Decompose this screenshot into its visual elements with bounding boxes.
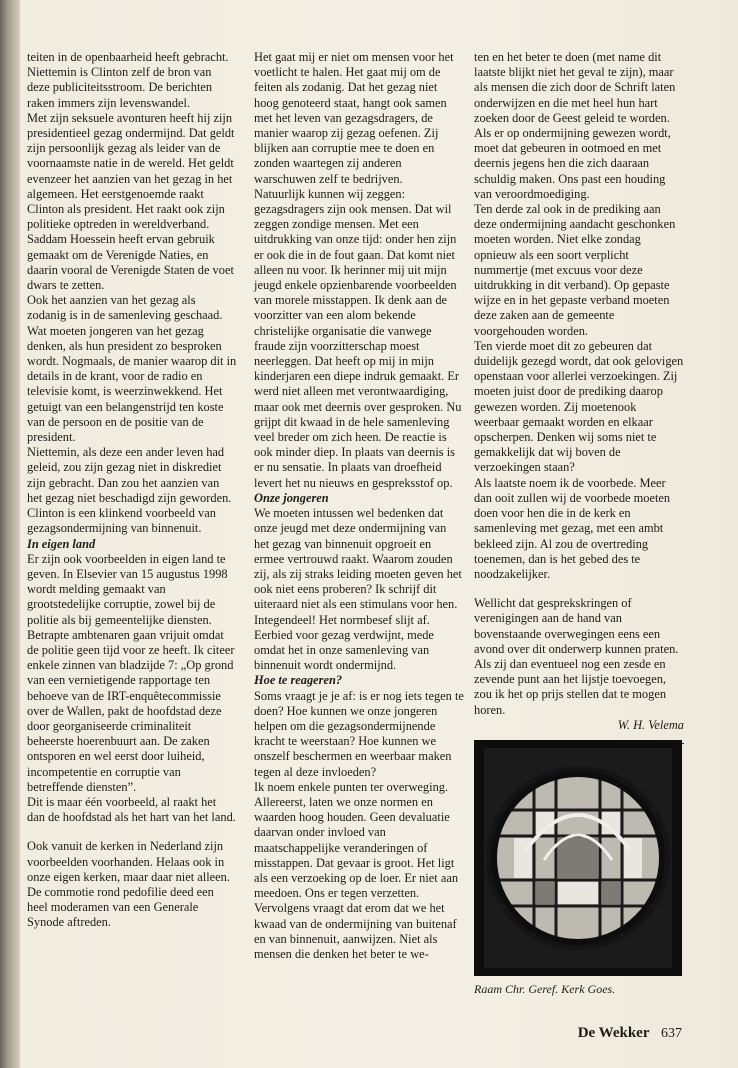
paragraph: teiten in de openbaarheid heeft gebracht. Niettemin is Clinton zelf de bron van deze publiciteitsstroom. De berichten raken immers zijn levenswandel. xyxy=(27,50,229,110)
text-column-1 xyxy=(27,50,237,931)
section-heading: Hoe te reageren? xyxy=(254,673,343,688)
paragraph: Ten vierde moet dit zo gebeuren dat duidelijk gezegd wordt, dat ook gelovigen openstaan voor allerlei verzoekingen. Zij moeten juist door de prediking daarop gewezen worden. Zij moetenook weerbaar gemaakt worden en elkaar opscherpen. Denken wij soms niet te gemakkelijk dat wij boven de verzoekingen staan? xyxy=(474,338,684,475)
paragraph: Als laatste noem ik de voorbede. Meer dan ooit zullen wij de voorbede moeten doen voor hen die in de kerk en samenleving met gezag, met een ambt bekleed zijn. Al zou de overtreding toenemen, dan is het gebed des te noodzakelijker. xyxy=(474,475,671,581)
paragraph: Clinton is een klinkend voorbeeld van gezagsondermijning van binnenuit. xyxy=(27,506,216,536)
stained-glass-window-photo xyxy=(474,740,682,976)
paragraph: Ook het aanzien van het gezag als zodanig is in de samenleving geschaad. Wat moeten jongeren van het gezag denken, als hun president zo besproken wordt. Nogmaals, de manier waarop dit in details in de krant, voor de radio en televisie komt, is weerzinwekkend. Het getuigt van een belangenstrijd ten koste van de persoon en de positie van de president. xyxy=(27,293,237,445)
paragraph: Ik noem enkele punten ter overweging. Allereerst, laten we onze normen en waarden hoog houden. Geen devaluatie daarvan onder invloed van maatschappelijke veranderingen of misstappen. Dat gevaar is groot. Het ligt als een verzoeking op de loer. Er niet aan meedoen. Ons er tegen verzetten. xyxy=(254,779,459,901)
paragraph: Natuurlijk kunnen wij zeggen: gezagsdragers zijn ook mensen. Dat wil zeggen zondige mensen. Met een uitdrukking van onze tijd: onder hen zijn er ook die in de fout gaan. Dat komt niet alleen nu voor. Ik herinner mij uit mijn jeugd enkele opzienbarende voorbeelden van morele misstappen. Ik denk aan de voorzitter van een alom bekende christelijke organisatie die vanwege fraude zijn voorzitterschap moest neerleggen. Dat heeft op mij in mijn kinderjaren een diepe indruk gemaakt. Er werd niet alleen met verontwaardiging, maar ook met deernis over gesproken. Nu grijpt dit kwaad in de hele samenleving veel breder om zich heen. De reactie is ook minder diep. In plaats van deernis is er nu sensatie. In plaats van droefheid levert het nu nieuws en gespreksstof op. xyxy=(254,186,462,490)
paragraph: Vervolgens vraagt dat erom dat we het kwaad van de ondermijning van buitenaf en van binnenuit, aanwijzen. Niet als mensen die denken het beter te we- xyxy=(254,901,457,961)
paragraph: Er zijn ook voorbeelden in eigen land te geven. In Elsevier van 15 augustus 1998 wordt melding gemaakt van grootstedelijke corruptie, zowel bij de politie als bij gemeentelijke diensten. Betrapte ambtenaren gaan vrijuit omdat de politie geen tijd voor ze heeft. Ik citeer enkele zinnen van bladzijde 7: „Op grond van een vernietigende rapportage ten behoeve van de IRT-enquêtecommissie over de Wallen, pakt de hoofdstad deze door georganiseerde criminaliteit beheerste hoerenbuurt aan. De zaken ontsporen en wel eerst door luiheid, incompetentie en corruptie van betreffende diensten”. xyxy=(27,551,235,794)
paragraph: ten en het beter te doen (met name dit laatste blijkt niet het geval te zijn), maar als mensen die zich door de Schrift laten onderwijzen en die met heel hun hart zoeken door de Geest geleid te worden. Als er op ondermijning gewezen wordt, moet dat gebeuren in ootmoed en met deernis jegens hen die zich daaraan schuldig maken. Ons past een houding van veroordmoediging. xyxy=(474,50,676,201)
section-heading: Onze jongeren xyxy=(254,490,329,505)
page-number: 637 xyxy=(661,1026,682,1041)
section-heading: In eigen land xyxy=(27,536,96,551)
page-binding-shadow xyxy=(0,0,20,1068)
paragraph: We moeten intussen wel bedenken dat onze jeugd met deze ondermijning van het gezag van binnenuit opgroeit en ermee vertrouwd raakt. Waarom zouden zij, als zij straks leiding moeten geven het ook niet eens proberen? Ik schrijf dit uiteraard niet als een stimulans voor hen. Integendeel! Het normbesef slijt af. Eerbied voor gezag verdwijnt, mede omdat het in onze samenleving van binnenuit wordt ondermijnd. xyxy=(254,506,462,673)
paragraph: Soms vraagt je je af: is er nog iets tegen te doen? Hoe kunnen we onze jongeren helpen om die gezagsondermijnende kracht te weerstaan? Hoe kunnen we onszelf beschermen en weerbaar maken tegen al deze invloeden? xyxy=(254,688,464,779)
page-footer xyxy=(578,1025,682,1042)
paragraph: Ook vanuit de kerken in Nederland zijn voorbeelden voorhanden. Helaas ook in onze eigen kerken, maar daar niet alleen. De commotie rond pedofilie deed een heel moderamen van een Generale Synode aftreden. xyxy=(27,839,230,930)
magazine-name: De Wekker xyxy=(577,1025,650,1041)
author-signature: W. H. Velema xyxy=(617,717,684,732)
paragraph: Ten derde zal ook in de prediking aan deze ondermijning aandacht geschonken moeten worden. Niet elke zondag opnieuw als een soort verplicht nummertje (met excuus voor deze uitdrukking in dit verband). Op gepaste wijze en in het gepaste verband moeten deze zaken aan de gemeente voorgehouden worden. xyxy=(474,202,676,338)
text-column-2 xyxy=(254,50,464,962)
paragraph: Wellicht dat gesprekskringen of verenigingen aan de hand van bovenstaande overwegingen eens een avond over dit onderwerp kunnen praten. Als zij dan eventueel nog een zesde en zevende punt aan het lijstje toevoegen, zou ik het op prijs stellen dat te mogen horen. xyxy=(474,596,679,717)
paragraph: Dit is maar één voorbeeld, al raakt het dan de hoofdstad als het hart van het land. xyxy=(27,794,236,825)
text-column-3 xyxy=(474,50,684,744)
paragraph: Niettemin, als deze een ander leven had geleid, zou zijn gezag niet in diskrediet zijn gebracht. Dan zou het aanzien van het gezag niet beschadigd zijn geworden. xyxy=(27,445,232,505)
paragraph: Met zijn seksuele avonturen heeft hij zijn presidentieel gezag ondermijnd. Dat geldt zijn persoonlijk gezag als leider van de voornaamste natie in de wereld. Het geldt evenzeer het aanzien van het gezag in het algemeen. Het eerstgenoemde raakt Clinton als president. Het raakt ook zijn politieke optreden in wereldverband. Saddam Hoessein heeft ervan gebruik gemaakt om de Verenigde Naties, en daarin vooral de Verenigde Staten de voet dwars te zetten. xyxy=(27,110,235,293)
paragraph: Het gaat mij er niet om mensen voor het voetlicht te halen. Het gaat mij om de feiten als zodanig. Dat het gezag niet hoog genoteerd staat, hangt ook samen met het leven van gezagsdragers, de manier waarop zij gezag oefenen. Zij blijken aan corruptie mee te doen en zonden waartegen zij anderen warschuwen zelf te bedrijven. xyxy=(254,50,454,186)
stained-glass-window-image xyxy=(474,740,682,976)
image-caption: Raam Chr. Geref. Kerk Goes. xyxy=(474,982,616,996)
